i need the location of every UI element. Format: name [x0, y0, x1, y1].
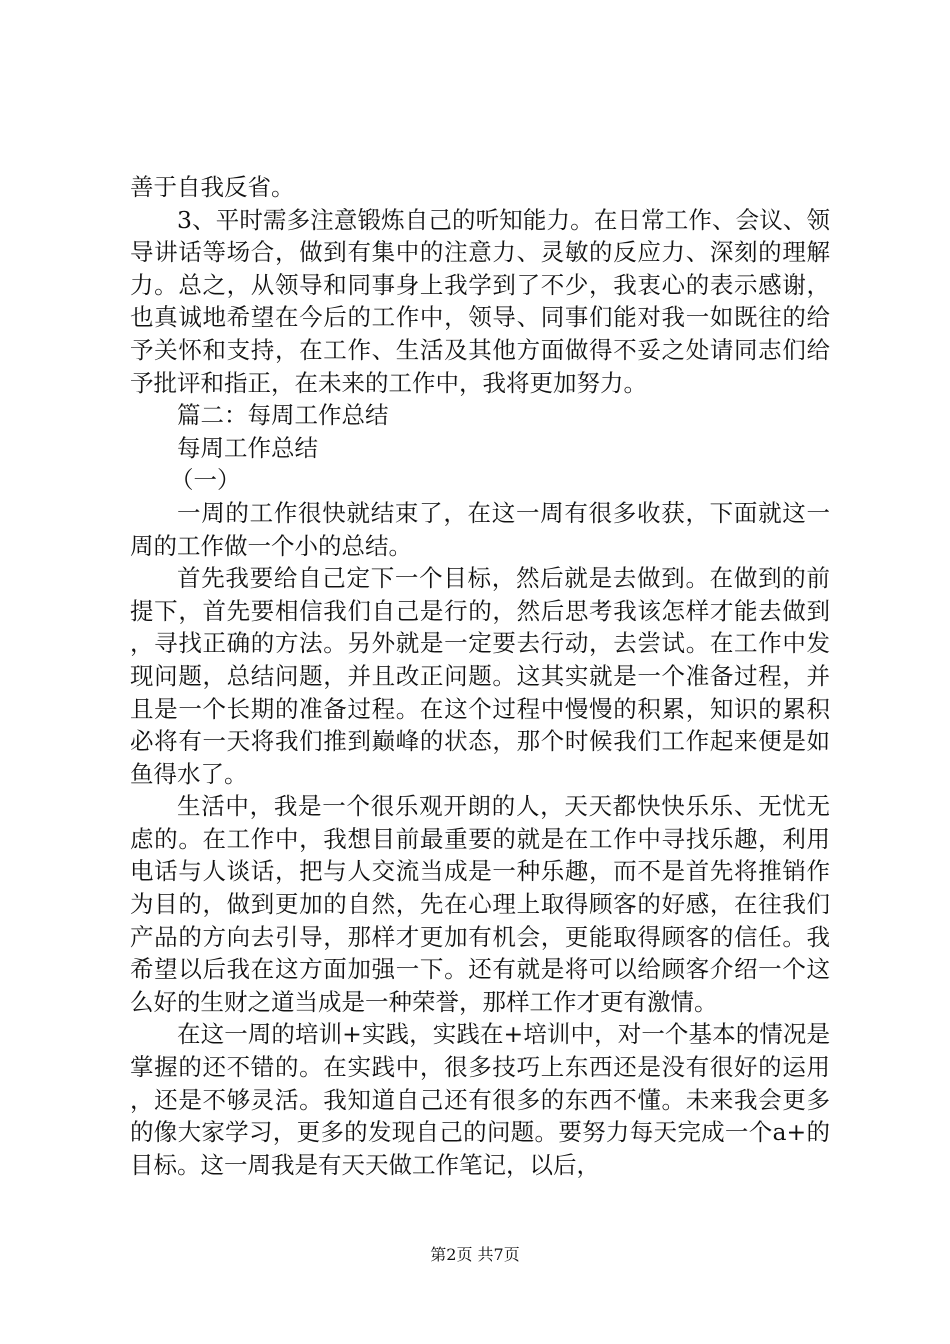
- section-title: 每周工作总结: [177, 433, 318, 462]
- section-heading: 篇二：每周工作总结: [177, 401, 389, 430]
- page-number-footer: 第2页 共7页: [430, 1245, 520, 1264]
- paragraph-continuation: 善于自我反省。: [130, 173, 295, 201]
- document-body: [130, 171, 830, 1181]
- paragraph-week-intro: 一周的工作很快就结束了，在这一周有很多收获，下面就这一周的工作做一个小的总结。: [130, 498, 830, 560]
- paragraph-listening-ability: 3、平时需多注意锻炼自己的听知能力。在日常工作、会议、领导讲话等场合，做到有集中的注意力、灵敏的反应力、深刻的理解力。总之，从领导和同事身上我学到了不少，我衷心的表示感谢，也真诚地希望在今后的工作中，领导、同事们能对我一如既往的给予关怀和支持，在工作、生活及其他方面做得不妥之处请同志们给予批评和指正，在未来的工作中，我将更加努力。: [130, 205, 830, 397]
- paragraph-training-practice: 在这一周的培训+实践，实践在+培训中，对一个基本的情况是掌握的还不错的。在实践中，很多技巧上东西还是没有很好的运用，还是不够灵活。我知道自己还有很多的东西不懂。未来我会更多的像大家学习，更多的发现自己的问题。要努力每天完成一个a+的目标。这一周我是有天天做工作笔记，以后，: [130, 1020, 830, 1179]
- paragraph-goals: 首先我要给自己定下一个目标，然后就是去做到。在做到的前提下，首先要相信我们自己是行的，然后思考我该怎样才能去做到，寻找正确的方法。另外就是一定要去行动，去尝试。在工作中发现问题，总结问题，并且改正问题。这其实就是一个准备过程，并且是一个长期的准备过程。在这个过程中慢慢的积累，知识的累积必将有一天将我们推到巅峰的状态，那个时候我们工作起来便是如鱼得水了。: [130, 564, 830, 788]
- paragraph-life-attitude: 生活中，我是一个很乐观开朗的人，天天都快快乐乐、无忧无虑的。在工作中，我想目前最重要的就是在工作中寻找乐趣，利用电话与人谈话，把与人交流当成是一种乐趣，而不是首先将推销作为目的，做到更加的自然，先在心理上取得顾客的好感，在往我们产品的方向去引导，那样才更加有机会，更能取得顾客的信任。我希望以后我在这方面加强一下。还有就是将可以给顾客介绍一个这么好的生财之道当成是一种荣誉，那样工作才更有激情。: [130, 792, 830, 1016]
- section-number: （一）: [170, 466, 241, 495]
